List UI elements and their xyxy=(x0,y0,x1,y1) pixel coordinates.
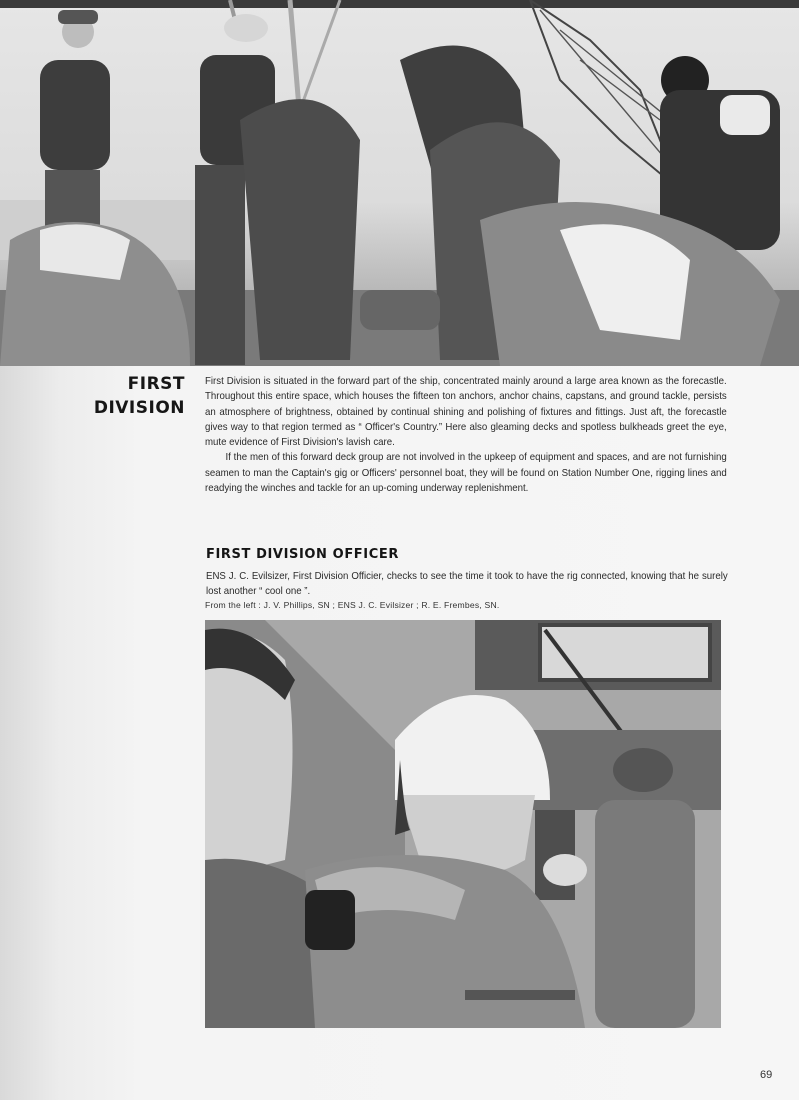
body-paragraph-2: If the men of this forward deck group are not involved in the upkeep of equipment and spaces, and are not furnishing seamen to man the Captain's gig or Officers' personnel boat, they will be found on Station Number One, rigging lines and readying the winches and tackle for an up-coming underway replenishment. xyxy=(205,452,727,495)
section-body xyxy=(205,374,727,496)
top-photo-sailors-on-deck xyxy=(0,0,799,366)
bottom-photo-division-officer xyxy=(205,620,721,1028)
photo-caption: ENS J. C. Evilsizer, First Division Officier, checks to see the time it took to have the rig connected, knowing that he surely lost another “ cool one ”. xyxy=(206,571,728,597)
section-title-line2: DIVISION xyxy=(93,398,185,418)
section-title-line1: FIRST xyxy=(127,374,185,394)
page-number: 69 xyxy=(760,1069,773,1081)
photo-image xyxy=(0,0,799,366)
officer-heading: FIRST DIVISION OFFICER xyxy=(206,547,399,562)
photo-image xyxy=(205,620,721,1028)
section-title xyxy=(80,372,185,420)
body-paragraph-1: First Division is situated in the forward part of the ship, concentrated mainly around a large area known as the forecastle. Throughout this entire space, which houses the fifteen ton anchors, anchor chains, capstans, and ground tackle, persists an atmosphere of brightness, obtained by continual shining and polishing of fixtures and fittings. Just aft, the forecastle gives way to that region termed as “ Officer's Country.” Here also gleaming decks and spotless bulkheads greet the eye, mute evidence of First Division's lavish care. xyxy=(205,376,727,449)
photo-credits: From the left : J. V. Phillips, SN ; ENS J. C. Evilsizer ; R. E. Frembes, SN. xyxy=(205,600,500,610)
